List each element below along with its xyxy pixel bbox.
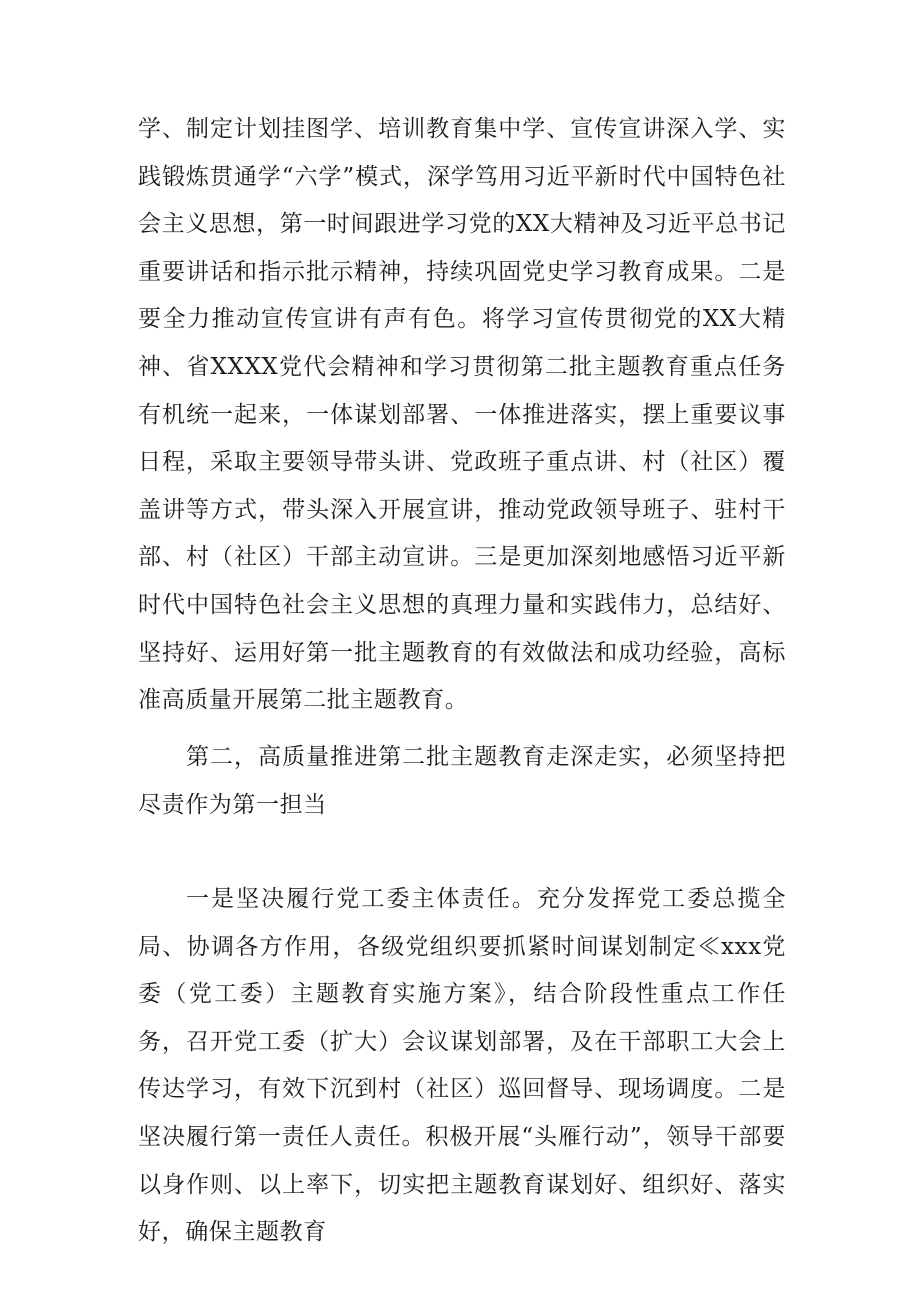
paragraph: [138, 876, 786, 1257]
paragraph-continuation: [138, 106, 786, 725]
paragraph-text: 一是坚决履行党工委主体责任。充分发挥党工委总揽全局、协调各方作用，各级党组织要抓紧时间谋划制定≪xxx党委（党工委）主题教育实施方案》，结合阶段性重点工作任务，召开党工委（扩大）会议谋划部署，及在干部职工大会上传达学习，有效下沉到村（社区）巡回督导、现场调度。二是坚决履行第一责任人责任。积极开展“头雁行动”，领导干部要以身作则、以上率下，切实把主题教育谋划好、组织好、落实好，确保主题教育: [138, 886, 786, 1246]
paragraph-text: 学、制定计划挂图学、培训教育集中学、宣传宣讲深入学、实践锻炼贯通学“六学”模式，深学笃用习近平新时代中国特色社会主义思想，第一时间跟进学习党的XX大精神及习近平总书记重要讲话和指示批示精神，持续巩固党史学习教育成果。二是要全力推动宣传宣讲有声有色。将学习宣传贯彻党的XX大精神、省XXXX党代会精神和学习贯彻第二批主题教育重点任务有机统一起来，一体谋划部署、一体推进落实，摆上重要议事日程，采取主要领导带头讲、党政班子重点讲、村（社区）覆盖讲等方式，带头深入开展宣讲，推动党政领导班子、驻村干部、村（社区）干部主动宣讲。三是更加深刻地感悟习近平新时代中国特色社会主义思想的真理力量和实践伟力，总结好、坚持好、运用好第一批主题教育的有效做法和成功经验，高标准高质量开展第二批主题教育。: [138, 116, 786, 714]
section-heading-text: 第二，高质量推进第二批主题教育走深走实，必须坚持把尽责作为第一担当: [138, 744, 786, 818]
section-heading: [138, 734, 786, 829]
